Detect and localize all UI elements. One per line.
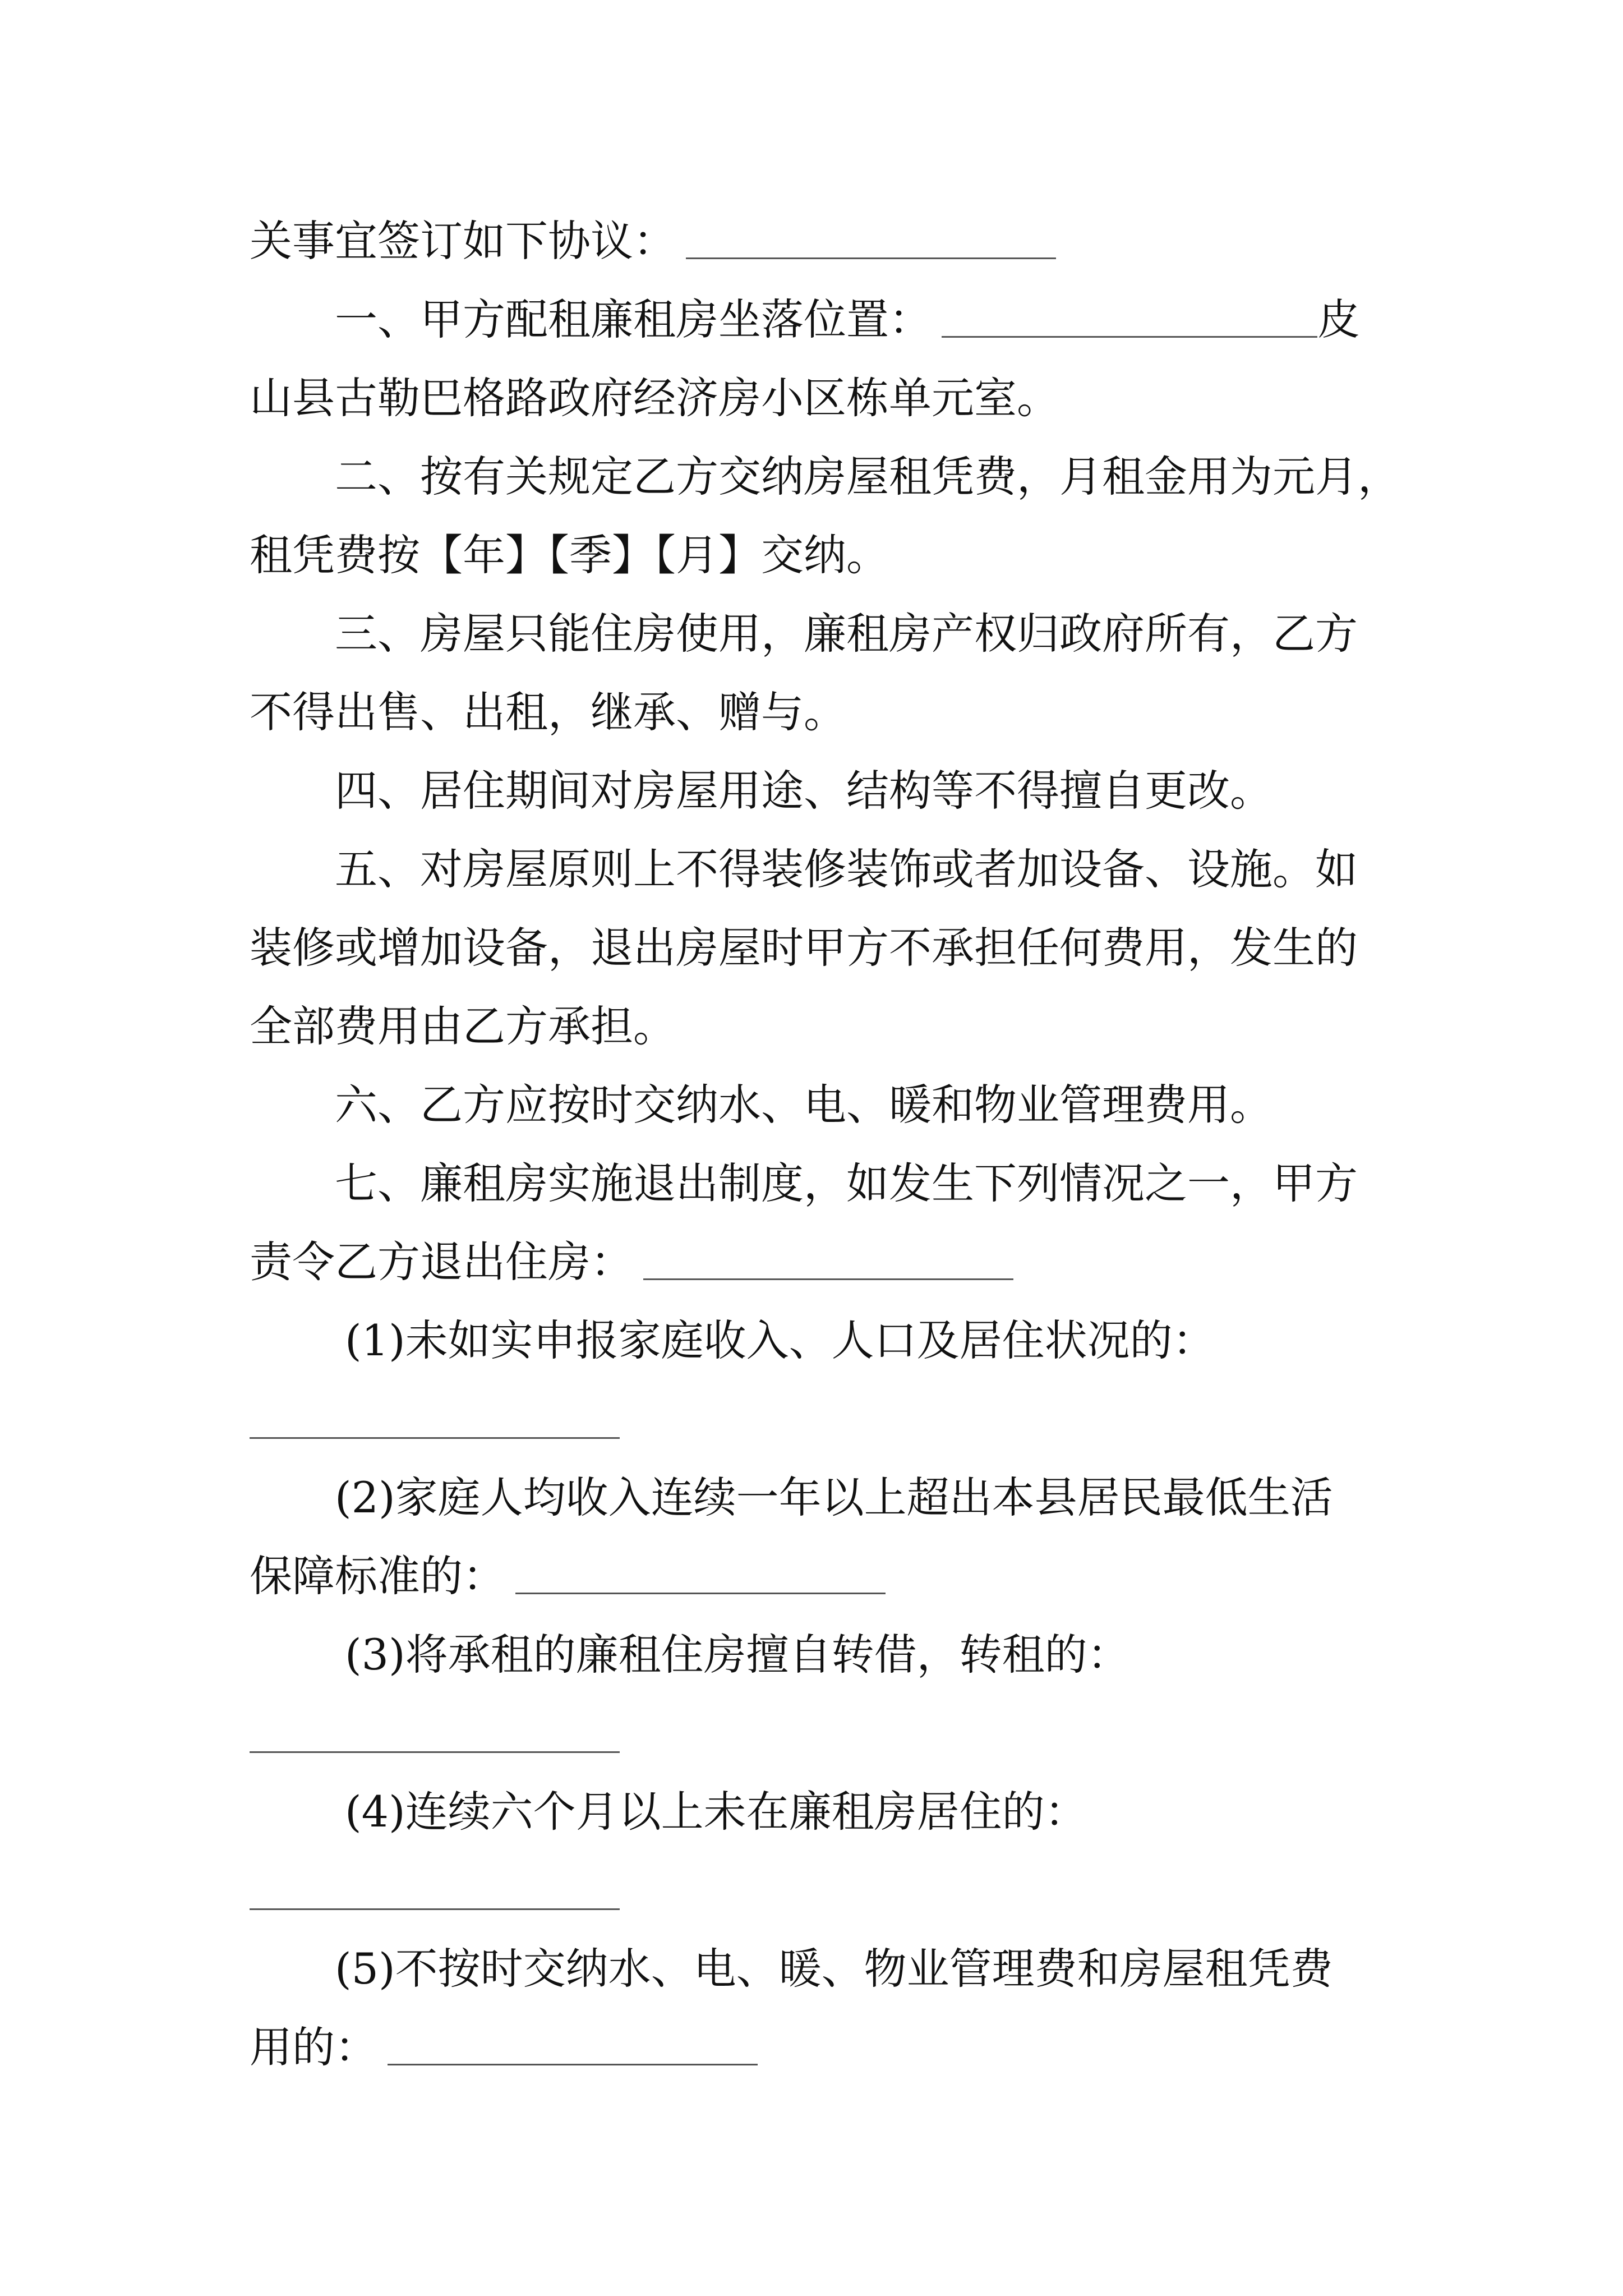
text: (3)将承租的廉租住房擅自转借，转租的： (345, 1630, 1130, 1680)
text: 六、乙方应按时交纳水、电、暖和物业管理费用。 (335, 1080, 1272, 1130)
text-line (250, 2008, 1394, 2087)
text: 责令乙方退出住房： (250, 1237, 633, 1287)
text-line (250, 280, 1394, 359)
fill-in-blank[interactable] (250, 1402, 620, 1439)
text-line (250, 1066, 1394, 1144)
text: (2)家庭人均收入连续一年以上超出本县居民最低生活 (335, 1473, 1333, 1522)
text: 关事宜签订如下协议： (250, 216, 676, 266)
text: 不得出售、出租，继承、赠与。 (250, 687, 846, 737)
text-line (250, 1930, 1394, 2008)
blank-row (250, 1380, 1394, 1458)
fill-in-blank[interactable] (942, 301, 1317, 338)
text-line (250, 595, 1394, 673)
text-line (250, 1301, 1394, 1380)
text: (5)不按时交纳水、电、暖、物业管理费和房屋租凭费 (335, 1944, 1333, 1994)
text: 山县古勒巴格路政府经济房小区栋单元室。 (250, 373, 1059, 423)
text-line (250, 516, 1394, 595)
document-page (250, 202, 1400, 2087)
text: 五、对房屋原则上不得装修装饰或者加设备、设施。如 (335, 844, 1358, 894)
fill-in-blank[interactable] (515, 1558, 886, 1594)
text-line (250, 673, 1394, 752)
fill-in-blank[interactable] (250, 1717, 620, 1753)
text-line (250, 752, 1394, 830)
text: 全部费用由乙方承担。 (250, 1001, 676, 1051)
fill-in-blank[interactable] (686, 223, 1056, 259)
text: (1)未如实申报家庭收入、人口及居住状况的： (345, 1315, 1215, 1365)
fill-in-blank[interactable] (388, 2029, 758, 2065)
text-line (250, 359, 1394, 438)
text: 租凭费按【年】【季】【月】交纳。 (250, 530, 889, 580)
blank-row (250, 1851, 1394, 1930)
text: 装修或增加设备，退出房屋时甲方不承担任何费用，发生的 (250, 923, 1358, 973)
text-line (250, 909, 1394, 987)
text-line (250, 1537, 1394, 1616)
text: 三、房屋只能住房使用，廉租房产权归政府所有，乙方 (335, 609, 1358, 659)
text: 一、甲方配租廉租房坐落位置： (335, 295, 932, 344)
text-line (250, 1773, 1394, 1851)
text: 四、居住期间对房屋用途、结构等不得擅自更改。 (335, 766, 1272, 816)
text-line (250, 987, 1394, 1066)
text: 二、按有关规定乙方交纳房屋租凭费，月租金用为元月， (335, 452, 1400, 501)
text-line (250, 1458, 1394, 1537)
text-line (250, 830, 1394, 909)
text: 用的： (250, 2022, 377, 2072)
text: 保障标准的： (250, 1551, 505, 1601)
fill-in-blank[interactable] (250, 1874, 620, 1910)
text: 七、廉租房实施退出制度，如发生下列情况之一，甲方 (335, 1158, 1358, 1208)
text-line (250, 438, 1400, 516)
text-line (250, 1144, 1394, 1223)
text-line (250, 1223, 1394, 1301)
text: (4)连续六个月以上未在廉租房居住的： (345, 1787, 1087, 1837)
text: 皮 (1317, 295, 1360, 344)
text-line (250, 1616, 1394, 1694)
fill-in-blank[interactable] (643, 1244, 1013, 1280)
text-line (250, 202, 1394, 280)
blank-row (250, 1694, 1394, 1773)
